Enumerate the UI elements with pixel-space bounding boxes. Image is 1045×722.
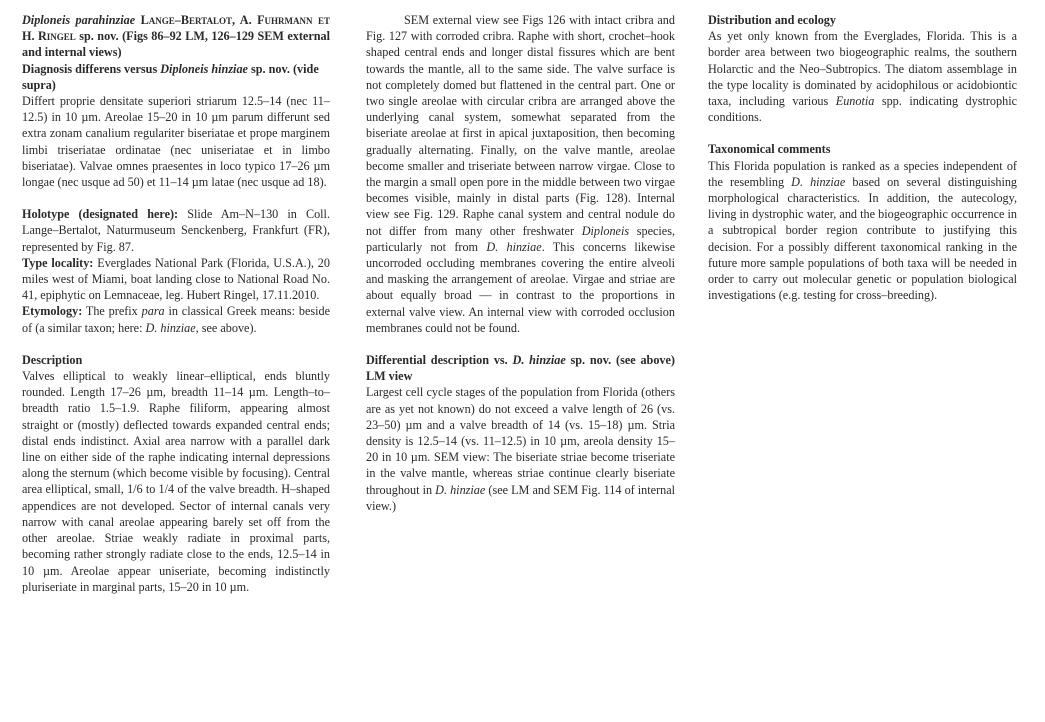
holotype-label: Holotype (designated here): (22, 207, 179, 222)
description-heading: Description (22, 352, 83, 367)
column-left (22, 12, 330, 595)
type-locality-label: Type locality: (22, 255, 94, 270)
diagnosis-heading: Diagnosis differens versus Diploneis hinziae sp. nov. (vide supra) (22, 61, 319, 92)
species-name: Diploneis parahinziae (22, 13, 136, 27)
etymology-paragraph: Etymology: The prefix para in classical Greek means: beside of (a similar taxon; here: D. hinziae, see above). (22, 304, 331, 335)
description-text: Valves elliptical to weakly linear–elliptical, ends bluntly rounded. Length 17–26 µm, breadth 11–14 µm. Length–to–breadth ratio 1.5–1.9. Raphe filiform, appearing almost straight or (mostly) deflected towards expanded central ends; distal ends indistinct. Axial area narrow with a parallel dark line on either side of the raphe indicating internal depressions along the sternum (which become visible by focusing). Central area elliptical, small, 1/6 to 1/4 of the valve breadth. H–shaped appendices are not developed. Sector of internal canals very narrow with canal areolae appearing barely set off from the other areolae. Striae weakly radiate in proximal parts, becoming rather strongly radiate close to the ends, 12.5–14 in 10 µm. Areolae appear uniseriate, becoming indistinctly pluriseriate in marginal parts, 15–20 in 10 µm. (22, 369, 330, 594)
holotype-text: Slide Am–N–130 in Coll. Lange–Bertalot, Naturmuseum Senckenberg, Frankfurt (FR), represented by Fig. 87. (22, 207, 330, 254)
distribution-heading: Distribution and ecology (708, 13, 836, 27)
type-locality-text: Everglades National Park (Florida, U.S.A.), 20 miles west of Miami, boat landing close to National Road No. 41, epiphytic on Lemnaceae, leg. Hubert Ringel, 17.11.2010. (22, 255, 330, 303)
etymology-label: Etymology: (22, 304, 83, 319)
holotype-paragraph (22, 206, 330, 255)
column-right (708, 12, 1017, 303)
species-title (22, 12, 330, 61)
differential-heading: Differential description vs. D. hinziae sp. nov. (see above) LM view (366, 353, 675, 384)
differential-text: Largest cell cycle stages of the population from Florida (others are as yet not known) do not exceed a valve length of 26 (vs. 23–50) µm and a valve breadth of 14 (vs. 15–18) µm. Stria density is 12.5–14 (vs. 11–12.5) in 10 µm, areola density 15–20 in 10 µm. SEM view: The biseriate striae become triseriate in the valve mantle, whereas striae continue clearly biseriate throughout in D. hinziae (see LM and SEM Fig. 114 of internal view.) (366, 385, 676, 513)
species-title-rest: sp. nov. (Figs 86–92 LM, 126–129 SEM external and internal views) (22, 29, 330, 60)
taxonomical-heading: Taxonomical comments (708, 142, 831, 157)
sem-paragraph: SEM external view see Figs 126 with intact cribra and Fig. 127 with corroded cribra. Raphe with short, crochet–hook shaped central ends and longer distal fissures which are bent towards the mantle, all to the same side. The valve surface is not completely domed but flattened in the central part. One or two single areolae with circular cribra are arranged above the underlying canal system, somewhat separated from the biseriate areolae at first in apical juxtaposition, then becoming gradually alternating. Finally, on the valve mantle, areolae become smaller and triseriate between narrow virgae. Close to the margin a small open pore in the middle between two virgae becomes visible, mainly in distal parts (Fig. 128). Internal view see Fig. 129. Raphe canal system and central nodule do not differ from many other freshwater Diploneis species, particularly not from D. hinziae. This concerns likewise uncorroded occluding membranes covering the entire alveoli and masking the arrangement of areolae. Virgae and striae are about equally broad — in contrast to the proportions in external valve view. An internal view with corroded occlusion membranes could not be found. (366, 13, 676, 335)
column-middle (366, 12, 675, 514)
species-authors: Lange–Bertalot, A. Fuhrmann et H. Ringel (22, 13, 330, 44)
type-locality-paragraph (22, 255, 330, 304)
distribution-text: As yet only known from the Everglades, Florida. This is a border area between two biogeographic realms, the southern Holarctic and the Neo–Subtropics. The diatom assemblage in the type locality is dominated by acidophilous or acidobiontic taxa, including various Eunotia spp. indicating dystrophic conditions. (708, 29, 1018, 125)
diagnosis-text: Differt proprie densitate superiori striarum 12.5–14 (nec 11–12.5) in 10 µm. Areolae 15–20 in 10 µm parum differunt sed extra zonam canalium regulariter biseriatae et prope marginem limbi triseriatae ordinatae (nec uniseriatae et in limbo biseriatae). Valvae omnes praesentes in loco typico 17–26 µm longae (nec usque ad 50) et 11–14 µm latae (nec usque ad 18). (22, 94, 330, 190)
taxonomical-text: This Florida population is ranked as a species independent of the resembling D. hinziae based on several distinguishing morphological characteristics. In addition, the autecology, living in dystrophic water, and the biogeographic occurrence in a subtropical border region contribute to justifying this decision. For a possibly different taxonomical ranking in the future more sample populations of both taxa will be needed in order to carry out molecular genetic or population biological investigations (e.g. testing for cross–breeding). (708, 158, 1018, 303)
